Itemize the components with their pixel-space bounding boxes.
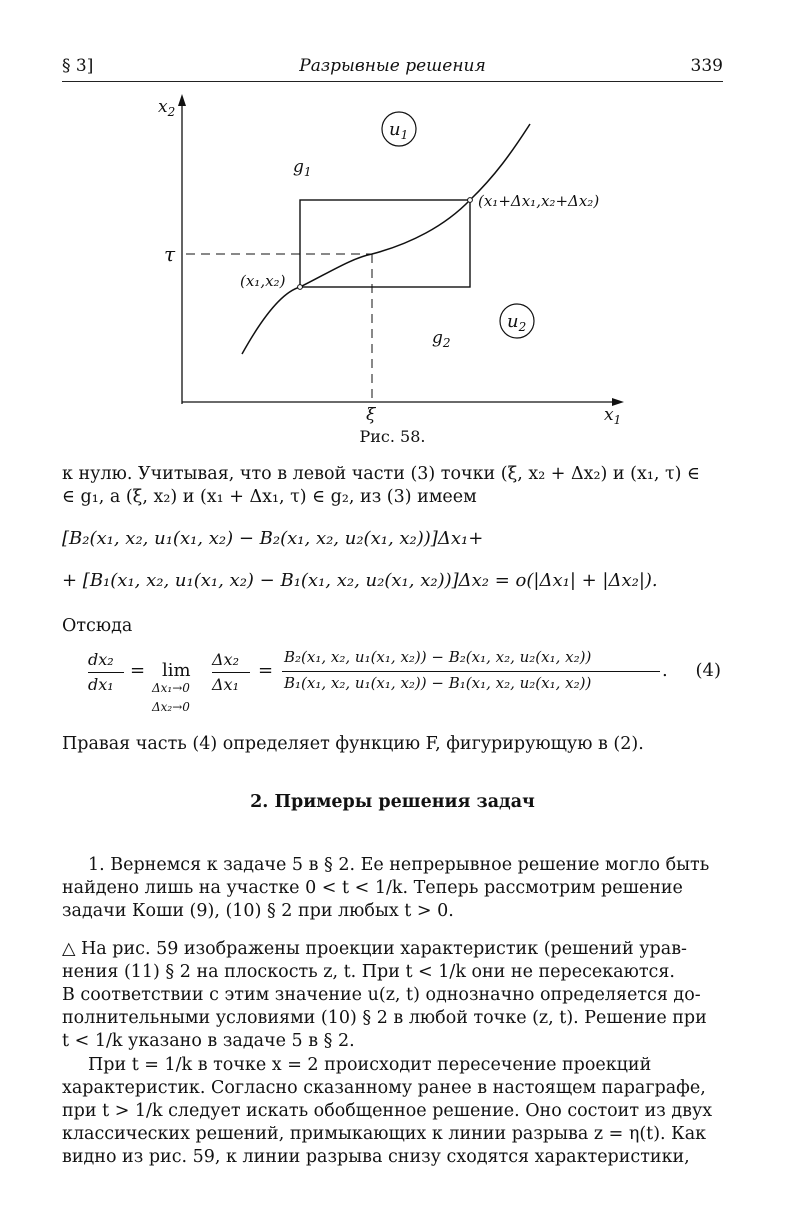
paragraph-line: полнительными условиями (10) § 2 в любой точке (z, t). Решение при — [62, 1008, 707, 1028]
eq4-rhs-fraction-bar — [282, 671, 660, 672]
running-header — [62, 56, 723, 80]
point-upper-label: (x₁+Δx₁,x₂+Δx₂) — [478, 192, 600, 210]
tau-label: τ — [164, 242, 176, 266]
paragraph-line: видно из рис. 59, к линии разрыва снизу сходятся характеристики, — [62, 1147, 690, 1167]
paragraph-5 — [62, 1054, 723, 1169]
u2-label: $u_2$ — [507, 311, 527, 334]
paragraph-3 — [62, 854, 723, 923]
region-g1-label: $g_1$ — [293, 157, 312, 179]
eq4-lhs-denominator: dx₁ — [88, 675, 114, 694]
y-axis-label: $x_2$ — [158, 97, 176, 119]
xi-label: ξ — [366, 405, 376, 425]
header-section: § 3] — [62, 56, 94, 76]
point-lower-label: (x₁,x₂) — [240, 272, 286, 290]
figure-caption: Рис. 58. — [359, 427, 426, 446]
paragraph-4 — [62, 938, 723, 1053]
paragraph-line: нения (11) § 2 на плоскость z, t. При t < 1/k они не пересекаются. — [62, 962, 675, 982]
equation-line-1: [B₂(x₁, x₂, u₁(x₁, x₂) − B₂(x₁, x₂, u₂(x₁, x₂))]Δx₁+ — [62, 528, 484, 549]
paragraph-line: классических решений, примыкающих к линии разрыва z = η(t). Как — [62, 1124, 707, 1144]
y-axis-arrow — [178, 94, 186, 106]
paragraph-line: t < 1/k указано в задаче 5 в § 2. — [62, 1031, 355, 1051]
paragraph-line: характеристик. Согласно сказанному ранее в настоящем параграфе, — [62, 1078, 706, 1098]
x-axis-arrow — [612, 398, 624, 406]
header-rule — [62, 81, 723, 82]
x-axis-label: $x_1$ — [604, 405, 622, 426]
u1-label: $u_1$ — [389, 119, 409, 142]
paragraph-line: В соответствии с этим значение u(z, t) однозначно определяется до- — [62, 985, 701, 1005]
equation-number: (4) — [695, 660, 721, 681]
paragraph-line: При t = 1/k в точке x = 2 происходит пересечение проекций — [88, 1055, 652, 1075]
header-title: Разрывные решения — [299, 56, 486, 76]
eq4-equals-2: = — [258, 660, 274, 681]
page-number: 339 — [690, 56, 723, 76]
paragraph-line: найдено лишь на участке 0 < t < 1/k. Теперь рассмотрим решение — [62, 878, 683, 898]
section-title: 2. Примеры решения задач — [250, 792, 535, 812]
eq4-rhs-numerator: B₂(x₁, x₂, u₁(x₁, x₂)) − B₂(x₁, x₂, u₂(x₁, x₂)) — [284, 648, 592, 666]
eq4-lim-sub-2: Δx₂→0 — [152, 700, 190, 714]
figure-58 — [0, 86, 785, 426]
paragraph-line: при t > 1/k следует искать обобщенное решение. Оно состоит из двух — [62, 1101, 713, 1121]
point-lower-marker — [298, 285, 303, 290]
paragraph-line: задачи Коши (9), (10) § 2 при любых t > 0. — [62, 901, 454, 921]
eq4-lhs-fraction-bar — [88, 672, 124, 673]
eq4-period: . — [662, 660, 668, 681]
equation-line-2: + [B₁(x₁, x₂, u₁(x₁, x₂) − B₁(x₁, x₂, u₂(x₁, x₂))]Δx₂ = o(|Δx₁| + |Δx₂|). — [62, 570, 658, 591]
eq4-lim: lim — [162, 660, 191, 681]
eq4-equals-1: = — [130, 660, 146, 681]
hence-text: Отсюда — [62, 616, 133, 636]
paragraph-2: Правая часть (4) определяет функцию F, фигурирующую в (2). — [62, 734, 644, 754]
discontinuity-curve — [242, 124, 530, 354]
eq4-lhs-numerator: dx₂ — [88, 650, 114, 669]
paragraph-line: ∈ g₁, а (ξ, x₂) и (x₁ + Δx₁, τ) ∈ g₂, из (3) имеем — [62, 487, 477, 507]
eq4-rhs-denominator: B₁(x₁, x₂, u₁(x₁, x₂)) − B₁(x₁, x₂, u₂(x₁, x₂)) — [284, 674, 592, 692]
paragraph-line: к нулю. Учитывая, что в левой части (3) точки (ξ, x₂ + Δx₂) и (x₁, τ) ∈ — [62, 464, 701, 484]
eq4-frac-denominator: Δx₁ — [212, 675, 239, 694]
region-g2-label: $g_2$ — [432, 328, 451, 350]
eq4-frac-bar — [212, 672, 250, 673]
eq4-frac-numerator: Δx₂ — [212, 650, 239, 669]
paragraph-line: 1. Вернемся к задаче 5 в § 2. Ее непрерывное решение могло быть — [88, 855, 710, 875]
paragraph-line: △ На рис. 59 изображены проекции характеристик (решений урав- — [62, 939, 687, 959]
eq4-lim-sub-1: Δx₁→0 — [152, 681, 190, 695]
paragraph-1 — [62, 463, 723, 509]
point-upper-marker — [468, 198, 473, 203]
